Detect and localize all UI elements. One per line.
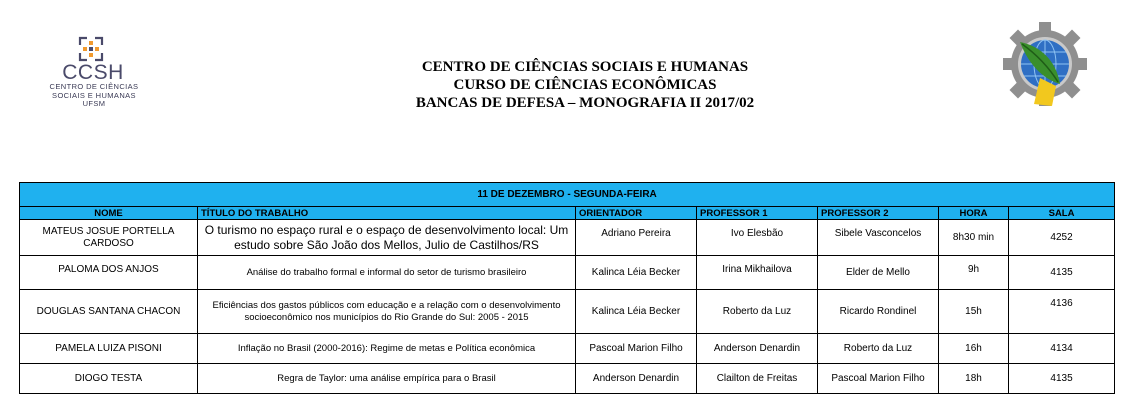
cell-professor1: Irina Mikhailova <box>697 256 818 290</box>
cell-professor1: Roberto da Luz <box>697 290 818 334</box>
column-header-row <box>20 207 1115 220</box>
ccsh-emblem-icon <box>78 36 104 62</box>
cell-hora: 16h <box>939 334 1009 364</box>
cell-professor2: Ricardo Rondinel <box>818 290 939 334</box>
cell-titulo: Análise do trabalho formal e informal do setor de turismo brasileiro <box>198 256 576 290</box>
column-header-nome: NOME <box>20 207 198 220</box>
page-header <box>300 58 870 112</box>
header-course-name: CURSO DE CIÊNCIAS ECONÔMICAS <box>453 77 717 93</box>
cell-nome: MATEUS JOSUE PORTELLA CARDOSO <box>20 220 198 256</box>
table-row <box>20 220 1115 256</box>
cell-sala: 4252 <box>1009 220 1115 256</box>
cell-professor1: Clailton de Freitas <box>697 364 818 394</box>
cell-sala: 4135 <box>1009 256 1115 290</box>
cell-professor1: Ivo Elesbão <box>697 220 818 256</box>
ccsh-wordmark: CCSH <box>62 61 124 84</box>
cell-nome: DIOGO TESTA <box>20 364 198 394</box>
column-header-professor1: PROFESSOR 1 <box>697 207 818 220</box>
cell-titulo: Eficiências dos gastos públicos com educação e a relação com o desenvolvimento socioeconômico nos municípios do Rio Grande do Sul: 2005 - 2015 <box>198 290 576 334</box>
cell-hora: 15h <box>939 290 1009 334</box>
cell-orientador: Anderson Denardin <box>576 364 697 394</box>
cell-orientador: Kalinca Léia Becker <box>576 256 697 290</box>
ccsh-logo <box>44 36 144 118</box>
cell-hora: 18h <box>939 364 1009 394</box>
cell-titulo: Regra de Taylor: uma análise empírica para o Brasil <box>198 364 576 394</box>
column-header-sala: SALA <box>1009 207 1115 220</box>
cell-orientador: Kalinca Léia Becker <box>576 290 697 334</box>
header-center-name: CENTRO DE CIÊNCIAS SOCIAIS E HUMANAS <box>421 59 749 75</box>
economics-course-emblem-icon <box>1000 20 1090 112</box>
cell-orientador: Adriano Pereira <box>576 220 697 256</box>
cell-professor2: Sibele Vasconcelos <box>818 220 939 256</box>
cell-sala: 4135 <box>1009 364 1115 394</box>
defense-schedule-table <box>19 182 1115 394</box>
cell-nome: PAMELA LUIZA PISONI <box>20 334 198 364</box>
column-header-professor2: PROFESSOR 2 <box>818 207 939 220</box>
cell-sala: 4134 <box>1009 334 1115 364</box>
cell-titulo: Inflação no Brasil (2000-2016): Regime de metas e Política econômica <box>198 334 576 364</box>
table-row <box>20 256 1115 290</box>
ccsh-subtitle: CENTRO DE CIÊNCIAS SOCIAIS E HUMANAS UFSM <box>49 82 139 108</box>
header-event-title: BANCAS DE DEFESA – MONOGRAFIA II 2017/02 <box>415 95 755 111</box>
cell-professor2: Pascoal Marion Filho <box>818 364 939 394</box>
cell-sala: 4136 <box>1009 290 1115 334</box>
cell-hora: 9h <box>939 256 1009 290</box>
column-header-orientador: ORIENTADOR <box>576 207 697 220</box>
cell-nome: DOUGLAS SANTANA CHACON <box>20 290 198 334</box>
table-row <box>20 290 1115 334</box>
column-header-hora: HORA <box>939 207 1009 220</box>
table-row <box>20 364 1115 394</box>
cell-orientador: Pascoal Marion Filho <box>576 334 697 364</box>
day-title: 11 DE DEZEMBRO - SEGUNDA-FEIRA <box>20 183 1115 207</box>
cell-professor2: Elder de Mello <box>818 256 939 290</box>
cell-professor2: Roberto da Luz <box>818 334 939 364</box>
table-row <box>20 334 1115 364</box>
column-header-titulo: TÍTULO DO TRABALHO <box>198 207 576 220</box>
cell-titulo: O turismo no espaço rural e o espaço de desenvolvimento local: Um estudo sobre São João dos Mellos, Julio de Castilhos/RS <box>198 220 576 256</box>
cell-professor1: Anderson Denardin <box>697 334 818 364</box>
cell-hora: 8h30 min <box>939 220 1009 256</box>
day-header-row <box>20 183 1115 207</box>
cell-nome: PALOMA DOS ANJOS <box>20 256 198 290</box>
